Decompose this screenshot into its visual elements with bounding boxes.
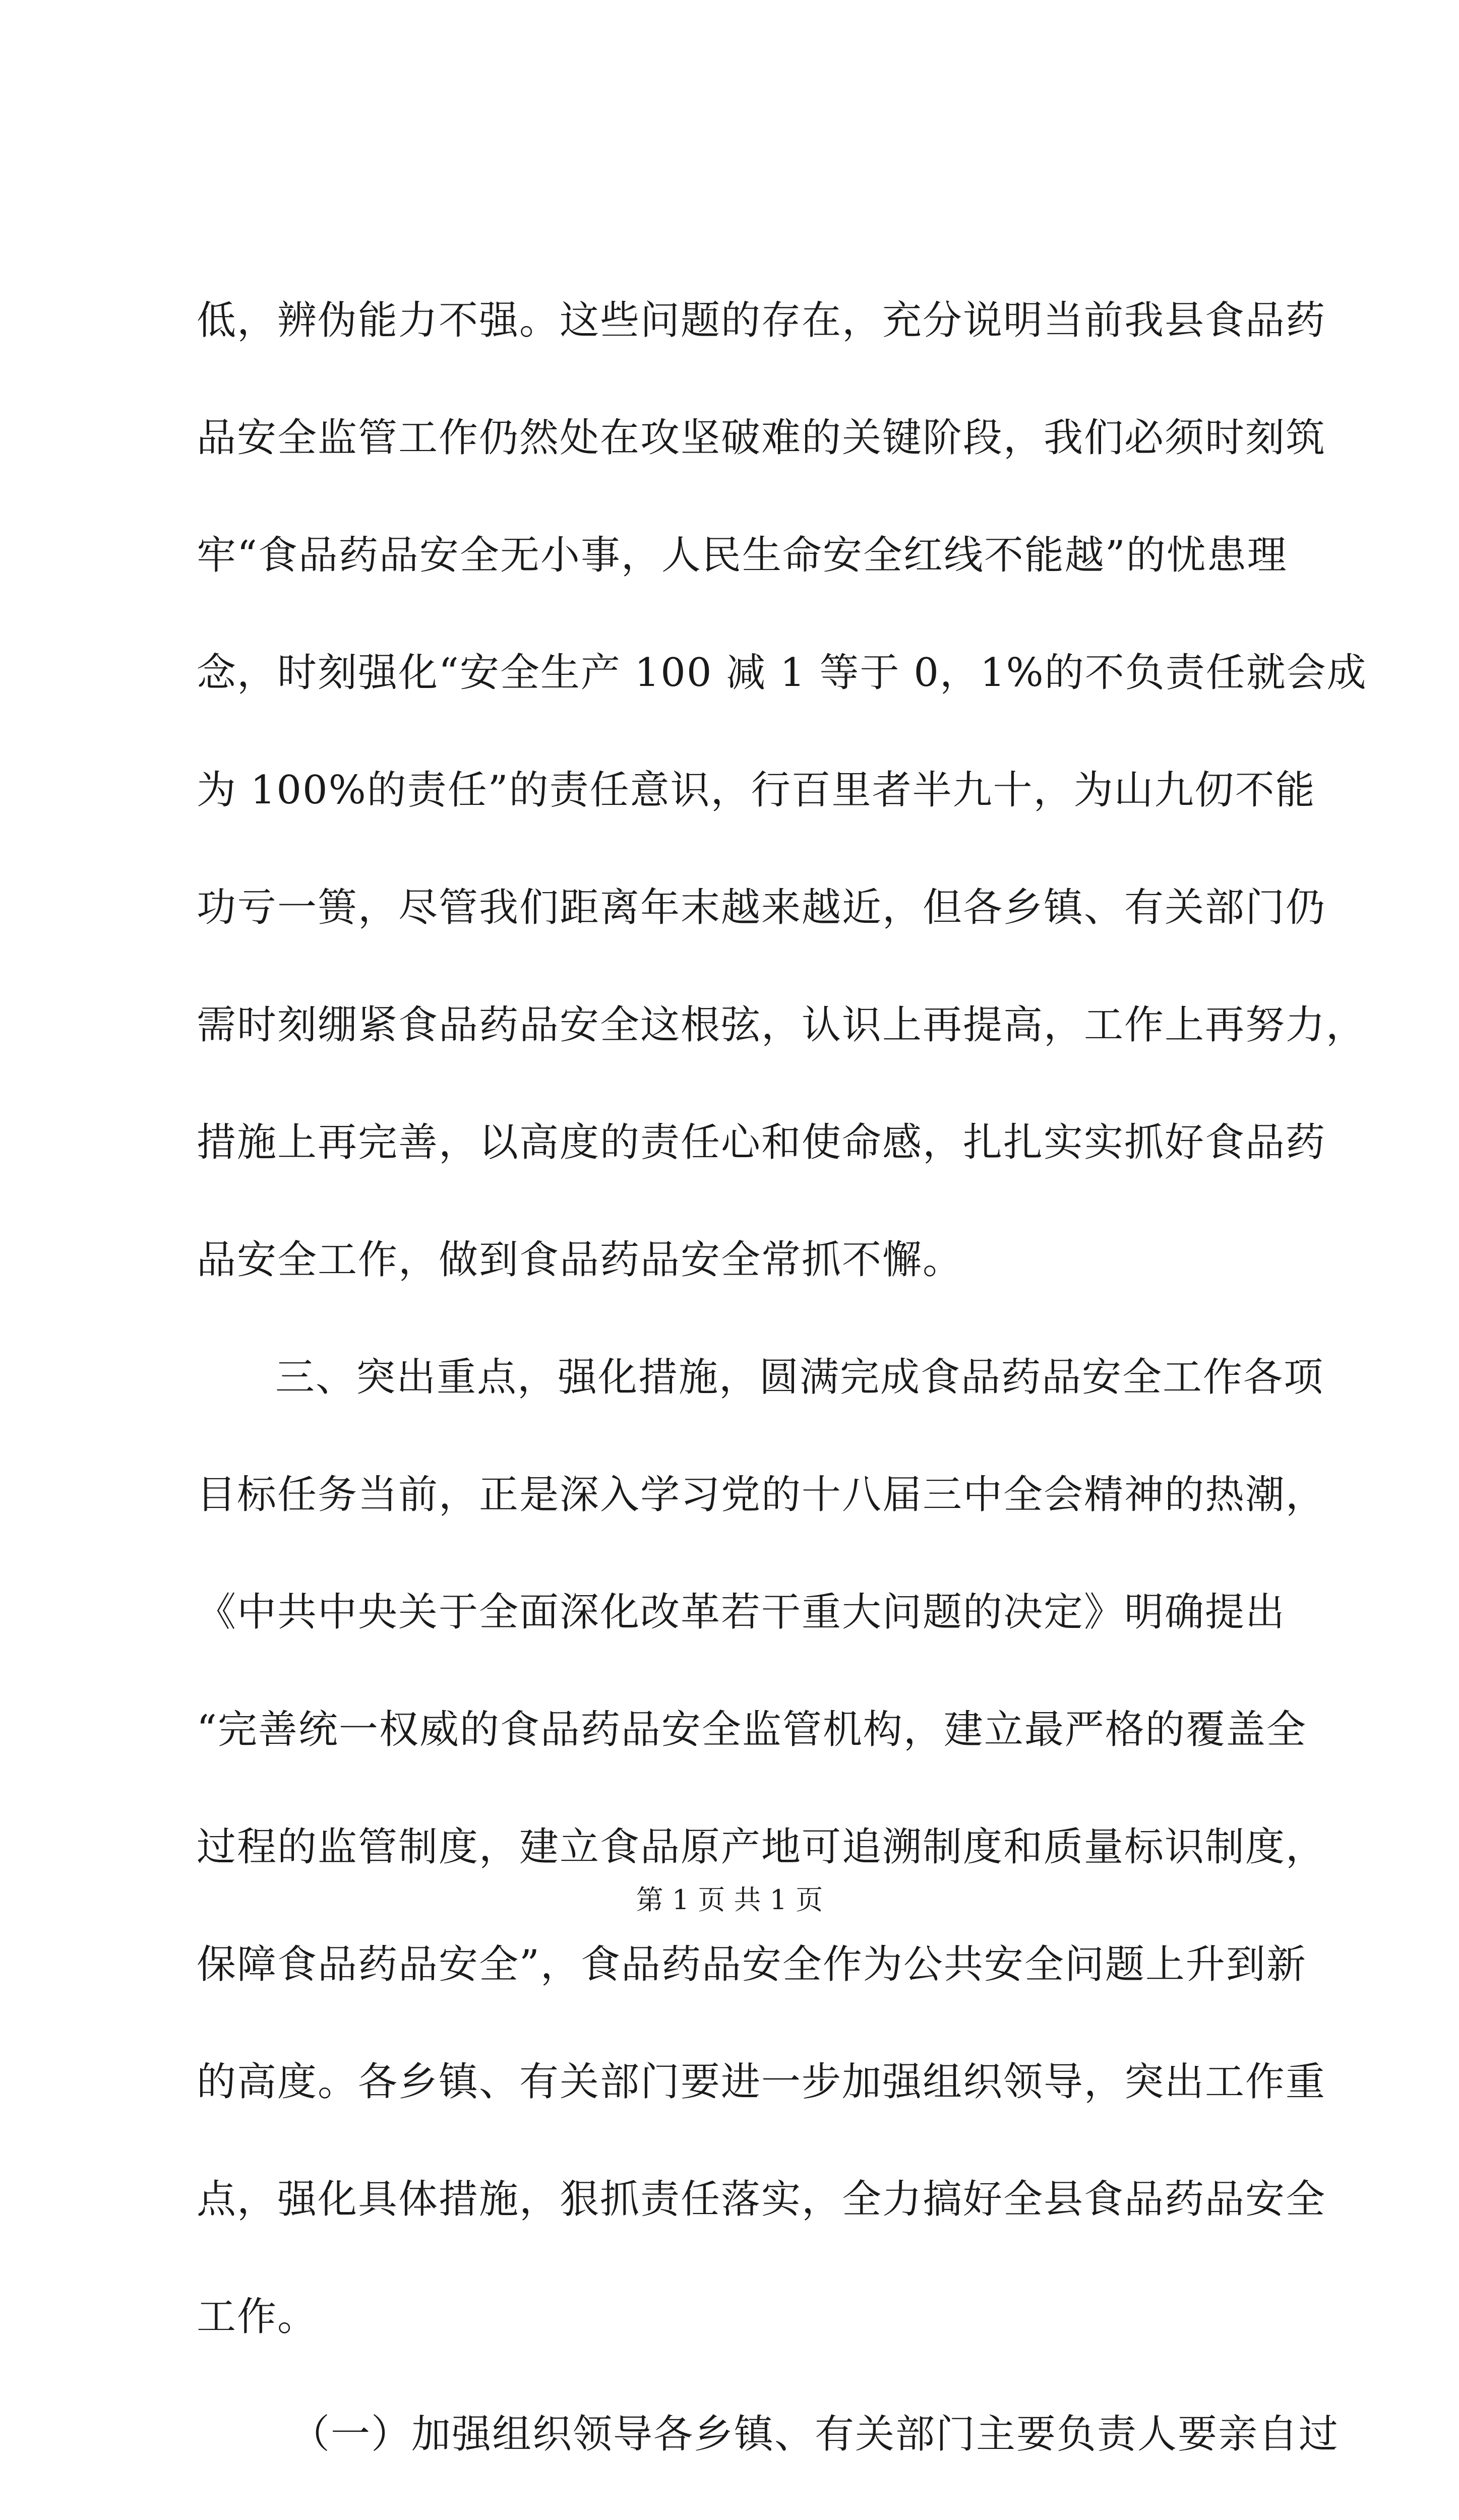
text-line: 过程的监管制度，建立食品原产地可追溯制度和质量标识制度， — [197, 1824, 1326, 1870]
text-line: 品安全工作，做到食品药品安全常抓不懈。 — [197, 1237, 963, 1283]
text-line: 牢“食品药品安全无小事，人民生命安全红线不能越”的忧患理 — [197, 533, 1288, 578]
text-line: 的高度。各乡镇、有关部门要进一步加强组织领导，突出工作重 — [197, 2059, 1326, 2105]
document-body — [197, 262, 1367, 2520]
text-line: 低，辨伪能力不强。这些问题的存在，充分说明当前我县食品药 — [197, 298, 1326, 343]
text-line: 目标任务当前，正是深入学习党的十八届三中全会精神的热潮， — [197, 1472, 1326, 1518]
text-line: “完善统一权威的食品药品安全监管机构，建立最严格的覆盖全 — [197, 1707, 1307, 1752]
text-line: 为 100%的责任”的责任意识，行百里者半九十，为山九仞不能 — [197, 768, 1316, 813]
text-line: 《中共中央关于全面深化改革若干重大问题的决定》明确提出 — [197, 1590, 1286, 1635]
subsection-heading-line: （一）加强组织领导各乡镇、有关部门主要负责人要亲自过 — [290, 2412, 1340, 2457]
section-heading-line: 三、突出重点，强化措施，圆满完成食品药品安全工作各项 — [275, 1355, 1324, 1400]
text-line: 工作。 — [197, 2294, 318, 2340]
text-line: 需时刻绷紧食品药品安全这根弦，认识上再提高，工作上再努力， — [197, 1002, 1367, 1048]
text-line: 念，时刻强化“安全生产 100 减 1 等于 0，1%的不负责任就会成 — [197, 650, 1367, 696]
text-line: 功亏一篑，尽管我们距离年末越来越近，但各乡镇、有关部门仍 — [197, 885, 1326, 930]
text-line: 措施上再完善，以高度的责任心和使命感，扎扎实实抓好食品药 — [197, 1120, 1326, 1165]
text-line — [197, 2493, 1275, 2520]
text-line: 保障食品药品安全”，食品药品安全作为公共安全问题上升到新 — [197, 1942, 1307, 1987]
page-number-footer: 第 1 页 共 1 页 — [636, 1884, 823, 1916]
text-line: 品安全监管工作仍然处在攻坚破难的关键阶段，我们必须时刻筑 — [197, 415, 1326, 461]
text-line: 点，强化具体措施，狠抓责任落实，全力搞好全县食品药品安全 — [197, 2177, 1326, 2222]
